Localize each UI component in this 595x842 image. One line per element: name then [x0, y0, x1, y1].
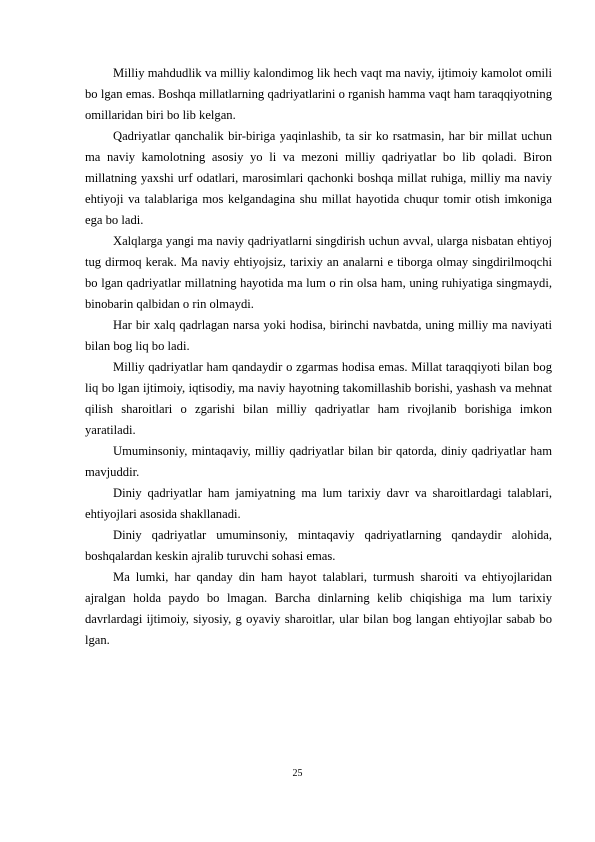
paragraph-3: Xalqlarga yangi ma naviy qadriyatlarni singdirish uchun avval, ularga nisbatan ehtiyoj tug dirmoq kerak. Ma naviy ehtiyojsiz, tarixiy an analarni e tiborga olmay singdirilmoqchi bo lgan qadriyatlar millatning hayotida ma lum o rin olsa ham, uning ruhiyatiga singmaydi, binobarin qalbidan o rin olmaydi.: [85, 234, 552, 311]
paragraph-4: Har bir xalq qadrlagan narsa yoki hodisa, birinchi navbatda, uning milliy ma naviyati bilan bog liq bo ladi.: [85, 318, 552, 353]
paragraph-9: Ma lumki, har qanday din ham hayot talablari, turmush sharoiti va ehtiyojlaridan ajralgan holda paydo bo lmagan. Barcha dinlarning kelib chiqishiga ma lum tarixiy davrlardagi ijtimoiy, siyosiy, g oyaviy sharoitlar, ular bilan bog langan ehtiyojlar sabab bo lgan.: [85, 570, 552, 647]
paragraph-8: Diniy qadriyatlar umuminsoniy, mintaqaviy qadriyatlarning qandaydir alohida, boshqalardan keskin ajralib turuvchi sohasi emas.: [85, 528, 552, 563]
paragraph-5: Milliy qadriyatlar ham qandaydir o zgarmas hodisa emas. Millat taraqqiyoti bilan bog liq bo lgan ijtimoiy, iqtisodiy, ma naviy hayotning takomillashib borishi, yashash va mehnat qilish sharoitlari o zgarishi bilan milliy qadriyatlar ham rivojlanib borishiga imkon yaratiladi.: [85, 360, 552, 437]
text-body: [85, 63, 552, 651]
paragraph-2: Qadriyatlar qanchalik bir-biriga yaqinlashib, ta sir ko rsatmasin, har bir millat uchun ma naviy kamolotning asosiy yo li va mezoni milliy qadriyatlar bo lib qoladi. Biron millatning yaxshi urf odatlari, marosimlari qachonki boshqa millat ruhiga, milliy ma naviy ehtiyoji va talablariga mos kelgandagina shu millat hayotida chuqur tomir otish imkoniga ega bo ladi.: [85, 129, 552, 227]
paragraph-6: Umuminsoniy, mintaqaviy, milliy qadriyatlar bilan bir qatorda, diniy qadriyatlar ham mavjuddir.: [85, 444, 552, 479]
page-number: 25: [292, 768, 303, 779]
paragraph-7: Diniy qadriyatlar ham jamiyatning ma lum tarixiy davr va sharoitlardagi talablari, ehtiyojlari asosida shakllanadi.: [85, 486, 552, 521]
paragraph-1: Milliy mahdudlik va milliy kalondimog lik hech vaqt ma naviy, ijtimoiy kamolot omili bo lgan emas. Boshqa millatlarning qadriyatlarini o rganish hamma vaqt ham taraqqiyotning omillaridan biri bo lib kelgan.: [85, 66, 552, 122]
